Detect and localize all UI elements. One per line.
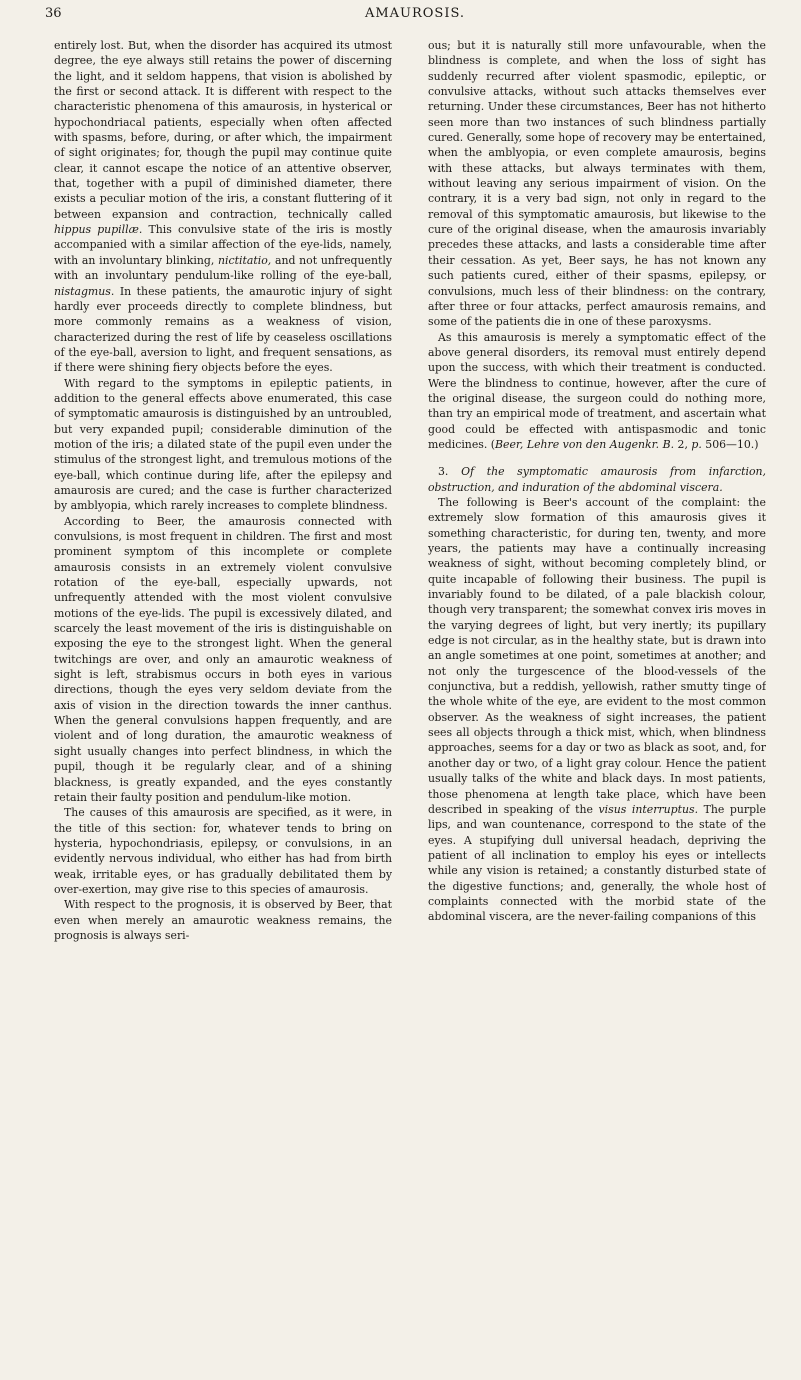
term-nistagmus: nistagmus.	[54, 284, 115, 298]
section-heading	[428, 464, 766, 495]
term-hippus: hippus pupillæ.	[54, 223, 143, 237]
section-number: 3.	[438, 465, 449, 479]
left-column	[54, 38, 392, 1368]
right-column	[428, 38, 766, 1368]
term-nictitatio: nictitatio,	[218, 253, 272, 267]
paragraph: With respect to the prognosis, it is observed by Beer, that even when merely an amaurotic weakness remains, the prognosis is always seri-	[54, 898, 392, 942]
section-title: Of the symptomatic amaurosis from infarction, obstruction, and induration of the abdominal viscera.	[428, 465, 766, 494]
paragraph: entirely lost. But, when the disorder has acquired its utmost degree, the eye always still retains the power of discerning the light, and it seldom happens, that vision is abolished by the first or second attack. It is different with respect to the characteristic phenomena of this amaurosis, in hysterical or hypochondriacal patients, especially when often affected with spasms, before, during, or after which, the impairment of sight originates; for, though the pupil may continue quite clear, it cannot escape the notice of an attentive observer, that, together with a pupil of diminished diameter, there exists a peculiar motion of the iris, a constant fluttering of it between expansion and contraction, technically called hippus pupillæ. This convulsive state of the iris is mostly accompanied with a similar affection of the eye-lids, namely, with an involuntary blinking, nictitatio, and not unfrequently with an involuntary pendulum-like rolling of the eye-ball, nistagmus. In these patients, the amaurotic injury of sight hardly ever proceeds directly to complete blindness, but more commonly remains as a weakness of vision, characterized during the rest of life by ceaseless oscillations of the eye-ball, aversion to light, and frequent sensations, as if there were shining fiery objects before the eyes.	[54, 39, 392, 375]
reference-citation: Beer, Lehre von den Augenkr. B.	[495, 437, 675, 451]
paragraph: As this amaurosis is merely a symptomatic effect of the above general disorders, its removal must entirely depend upon the success, with which their treatment is conducted. Were the blindness to continue, however, after the cure of the original disease, the surgeon could do nothing more, than try an empirical mode of treatment, and ascertain what good could be effected with antispasmodic and tonic medicines. (Beer, Lehre von den Augenkr. B. 2, p. 506—10.)	[428, 330, 766, 451]
paragraph: With regard to the symptoms in epileptic patients, in addition to the general effects above enumerated, this case of symptomatic amaurosis is distinguished by an untroubled, but very expanded pupil; considerable diminution of the motion of the iris; a dilated state of the pupil even under the stimulus of the strongest light, and tremulous motions of the eye-ball, which continue during life, after the epilepsy and amaurosis are cured; and the case is further characterized by amblyopia, which rarely increases to complete blindness.	[54, 376, 392, 513]
page-header	[45, 6, 785, 28]
paragraph: ous; but it is naturally still more unfavourable, when the blindness is complete, and when the loss of sight has suddenly recurred after violent spasmodic, epileptic, or convulsive attacks, without such attacks themselves ever returning. Under these circumstances, Beer has not hitherto seen more than two instances of such blindness partially cured. Generally, some hope of recovery may be entertained, when the amblyopia, or even complete amaurosis, begins with these attacks, but always terminates with them, without leaving any serious impairment of vision. On the contrary, it is a very bad sign, not only in regard to the removal of this symptomatic amaurosis, but likewise to the cure of the original disease, when the amaurosis invariably precedes these attacks, and lasts a considerable time after their cessation. As yet, Beer says, he has not known any such patients cured, either of their spasms, epilepsy, or convulsions, much less of their blindness: on the contrary, after three or four attacks, perfect amaurosis remains, and some of the patients die in one of these paroxysms.	[428, 39, 766, 329]
term-visus-interruptus: visus interruptus.	[598, 802, 699, 816]
page-number: 36	[45, 6, 62, 21]
paragraph: According to Beer, the amaurosis connected with convulsions, is most frequent in children. The first and most prominent symptom of this incomplete or complete amaurosis consists in an extremely violent convulsive rotation of the eye-ball, especially upwards, not unfrequently attended with the most violent convulsive motions of the eye-lids. The pupil is excessively dilated, and scarcely the least movement of the iris is distinguishable on exposing the eye to the strongest light. When the general twitchings are over, and only an amaurotic weakness of sight is left, strabismus occurs in both eyes in various directions, though the eyes very seldom deviate from the axis of vision in the direction towards the inner canthus. When the general convulsions happen frequently, and are violent and of long duration, the amaurotic weakness of sight usually changes into perfect blindness, in which the pupil, though it be regularly clear, and of a shining blackness, is greatly expanded, and the eyes constantly retain their faulty position and pendulum-like motion.	[54, 514, 392, 804]
paragraph: The following is Beer's account of the complaint: the extremely slow formation of this amaurosis gives it something characteristic, for during ten, twenty, and more years, the patients may have a continually increasing weakness of sight, without becoming completely blind, or quite incapable of following their business. The pupil is invariably found to be dilated, of a pale blackish colour, though very transparent; the somewhat convex iris moves in the varying degrees of light, but very inertly; its pupillary edge is not circular, as in the healthy state, but is drawn into an angle sometimes at one point, sometimes at another; and not only the turgescence of the blood-vessels of the conjunctiva, but a reddish, yellowish, rather smutty tinge of the whole white of the eye, are evident to the most common observer. As the weakness of sight increases, the patient sees all objects through a thick mist, which, when blindness approaches, seems for a day or two as black as soot, and, for another day or two, of a light gray colour. Hence the patient usually talks of the white and black days. In most patients, those phenomena at length take place, which have been described in speaking of the visus interruptus. The purple lips, and wan countenance, correspond to the state of the eyes. A stupifying dull universal headach, depriving the patient of all inclination to employ his eyes or intellects while any vision is retained; a constantly disturbed state of the digestive functions; and, generally, the whole host of complaints connected with the morbid state of the abdominal viscera, are the never-failing companions of this	[428, 495, 766, 924]
running-head: AMAUROSIS.	[364, 6, 466, 21]
paragraph: The causes of this amaurosis are specified, as it were, in the title of this section: for, whatever tends to bring on hysteria, hypochondriasis, epilepsy, or convulsions, in an evidently nervous individual, who either has had from birth weak, irritable eyes, or has gradually debilitated them by over-exertion, may give rise to this species of amaurosis.	[54, 806, 392, 896]
